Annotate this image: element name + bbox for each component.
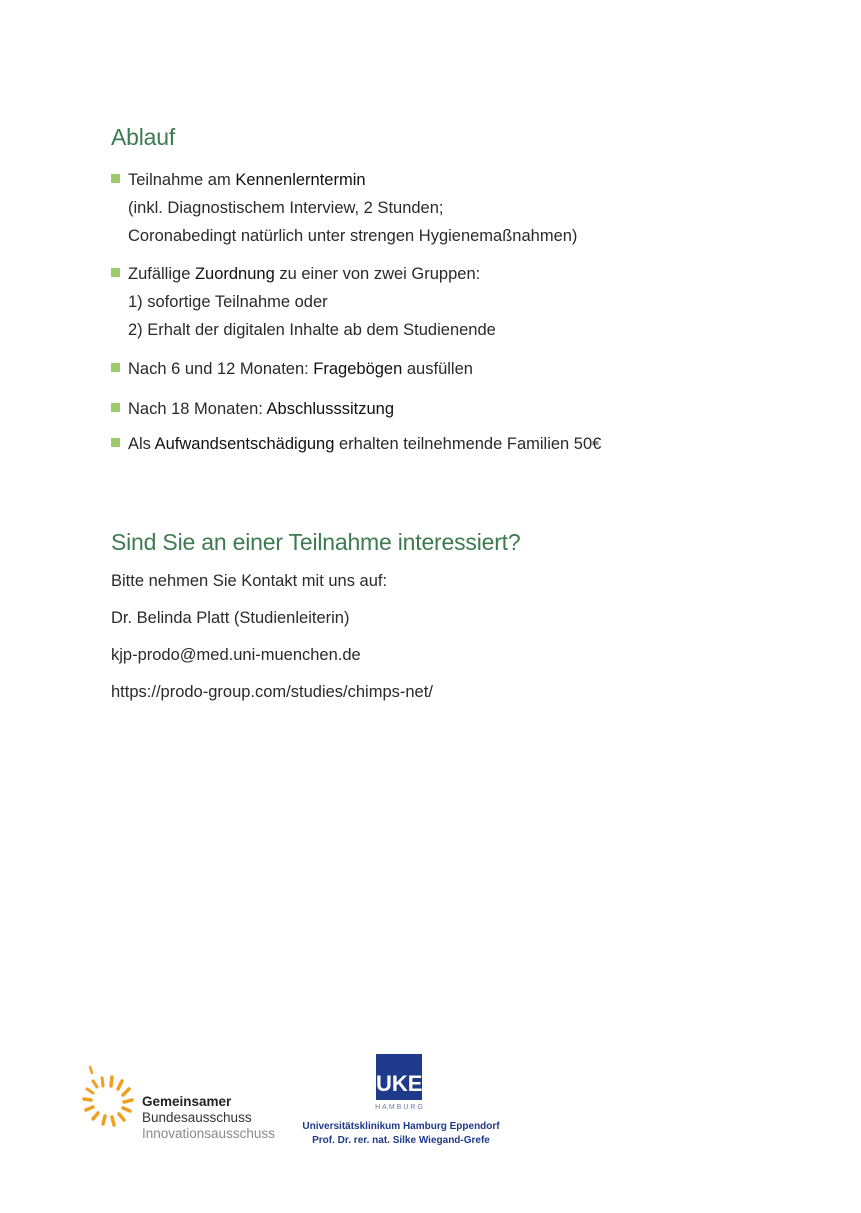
- list-item: [111, 355, 751, 395]
- gba-logo: [82, 1064, 292, 1149]
- item-detail: Coronabedingt natürlich unter strengen Hygienemaßnahmen): [128, 227, 578, 245]
- section-title-ablauf: Ablauf: [111, 124, 176, 150]
- item-highlight: Fragebögen: [313, 360, 403, 378]
- list-item: [111, 395, 751, 430]
- item-detail: 1) sofortige Teilnahme oder: [128, 293, 328, 311]
- bullet-square-icon: [111, 403, 120, 412]
- item-text: Zufällige: [128, 265, 195, 283]
- contact-intro: Bitte nehmen Sie Kontakt mit uns auf:: [111, 572, 388, 590]
- uke-professor: Prof. Dr. rer. nat. Silke Wiegand-Grefe: [312, 1135, 490, 1146]
- contact-person: Dr. Belinda Platt (Studienleiterin): [111, 609, 350, 627]
- item-highlight: Zuordnung: [194, 265, 275, 283]
- gba-line-1: Gemeinsamer: [142, 1094, 232, 1109]
- item-text: Als: [128, 435, 155, 453]
- bullet-square-icon: [111, 363, 120, 372]
- gba-line-3: Innovationsausschuss: [142, 1126, 275, 1141]
- item-text: Nach 6 und 12 Monaten:: [128, 360, 314, 378]
- uke-mark: UKE: [376, 1054, 422, 1100]
- uke-logo: [300, 1054, 510, 1154]
- uke-city: HAMBURG: [375, 1104, 425, 1111]
- contact-block: [111, 568, 433, 716]
- gba-wordmark: [142, 1094, 275, 1142]
- contact-url-link[interactable]: https://prodo-group.com/studies/chimps-net/: [111, 683, 433, 701]
- uke-institution: Universitätsklinikum Hamburg Eppendorf: [302, 1121, 500, 1132]
- procedure-list: [111, 166, 751, 458]
- item-text: ausfüllen: [402, 360, 473, 378]
- item-text: zu einer von zwei Gruppen:: [274, 265, 481, 283]
- contact-email-link[interactable]: kjp-prodo@med.uni-muenchen.de: [111, 646, 361, 664]
- item-detail: (inkl. Diagnostischem Interview, 2 Stunden;: [128, 199, 444, 217]
- bullet-square-icon: [111, 174, 120, 183]
- item-highlight: Kennenlerntermin: [235, 171, 366, 189]
- list-item: [111, 430, 751, 458]
- gba-line-2: Bundesausschuss: [142, 1110, 252, 1125]
- section-title-contact: Sind Sie an einer Teilnahme interessiert?: [111, 529, 521, 555]
- item-text: erhalten teilnehmende Familien 50€: [334, 435, 602, 453]
- item-highlight: Abschlusssitzung: [266, 400, 394, 418]
- bullet-square-icon: [111, 438, 120, 447]
- item-detail: 2) Erhalt der digitalen Inhalte ab dem Studienende: [128, 321, 496, 339]
- item-highlight: Aufwandsentschädigung: [154, 435, 335, 453]
- list-item: [111, 260, 751, 355]
- item-text: Nach 18 Monaten:: [128, 400, 267, 418]
- item-text: Teilnahme am: [128, 171, 236, 189]
- bullet-square-icon: [111, 268, 120, 277]
- sun-icon: [82, 1064, 138, 1130]
- list-item: [111, 166, 751, 260]
